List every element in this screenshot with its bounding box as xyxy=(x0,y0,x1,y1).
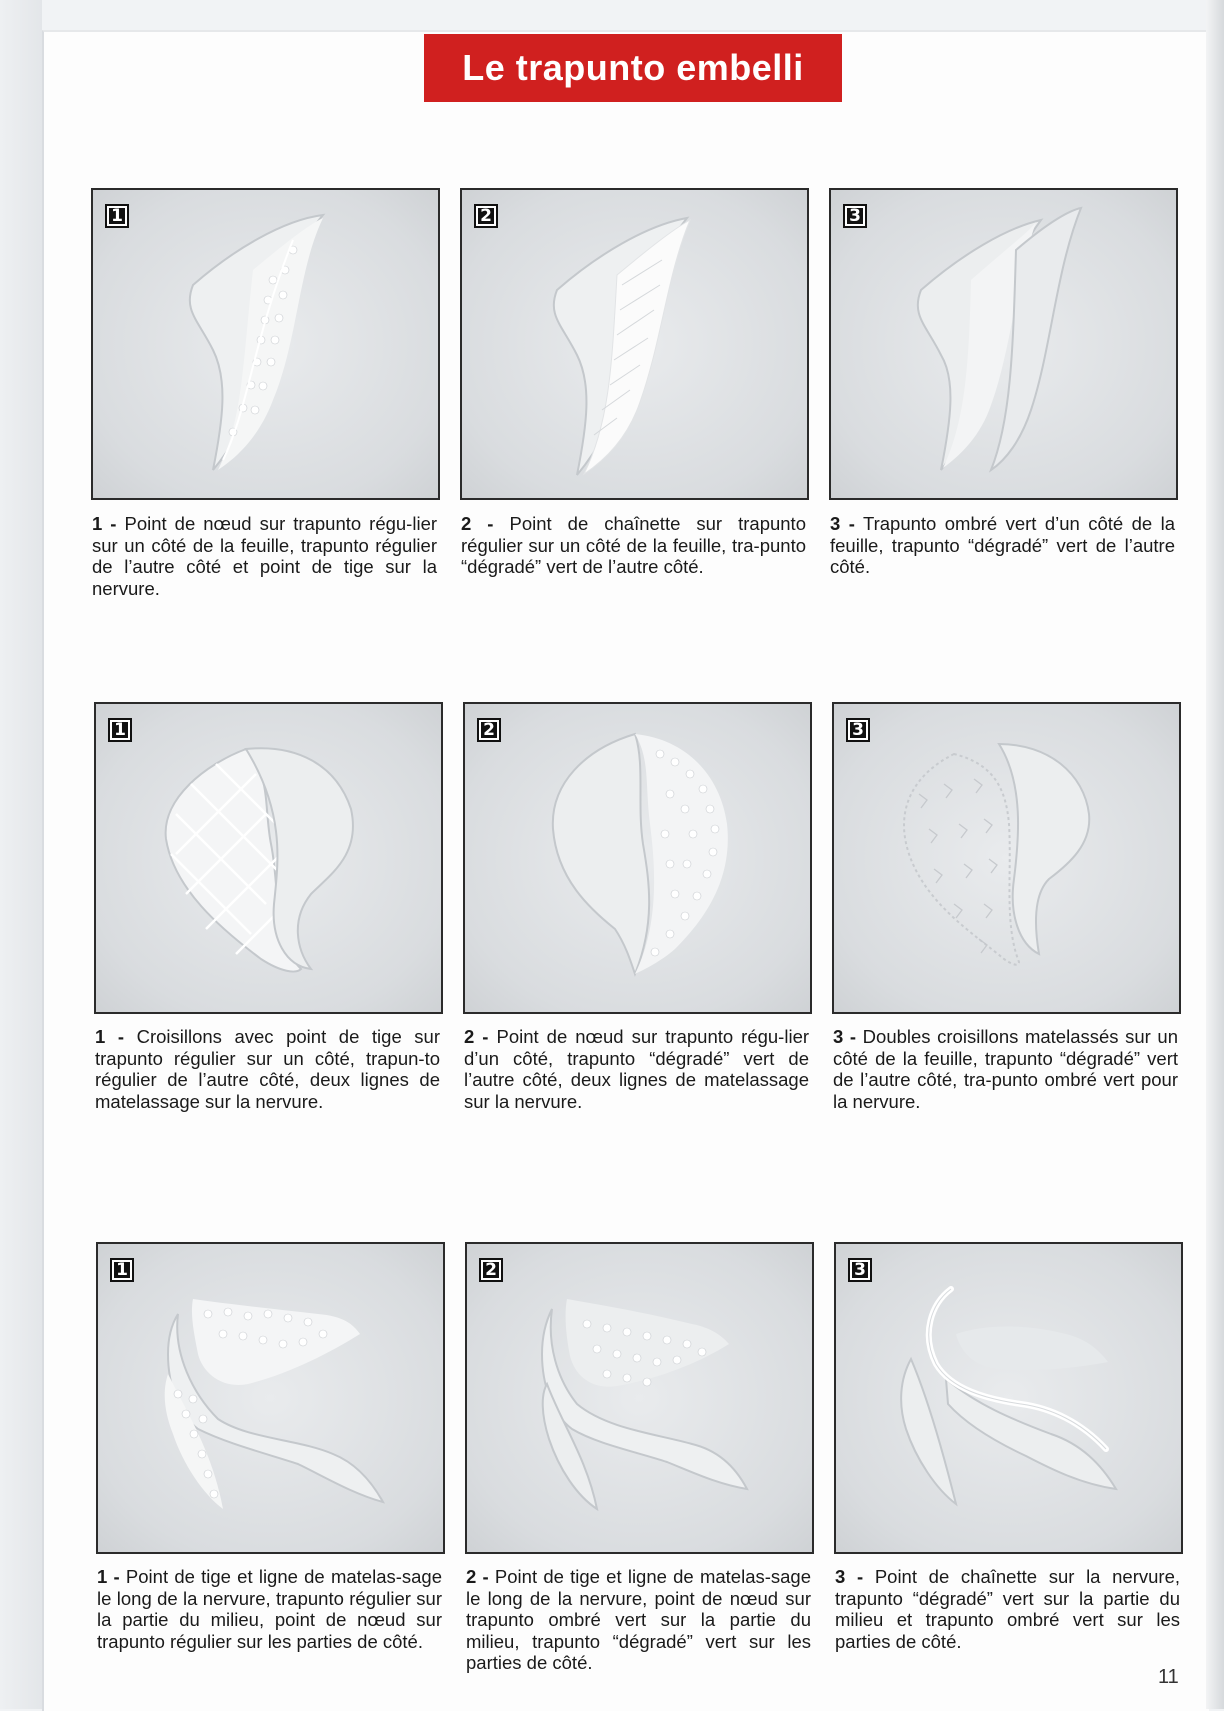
step-badge: 3 xyxy=(846,718,870,742)
step-caption xyxy=(464,1026,809,1112)
leaf-embroidery-illustration xyxy=(465,704,810,1012)
embroidery-photo-1-1 xyxy=(91,188,440,500)
embroidery-photo-3-2 xyxy=(465,1242,814,1554)
leaf-embroidery-illustration xyxy=(98,1244,443,1552)
leaf-embroidery-illustration xyxy=(836,1244,1181,1552)
step-text: Doubles croisillons matelassés sur un côté de la feuille, trapunto “dégradé” vert de l’autre côté, tra-punto ombré vert pour la nervure. xyxy=(833,1026,1179,1112)
step-badge: 1 xyxy=(108,718,132,742)
step-text: Trapunto ombré vert d’un côté de la feuille, trapunto “dégradé” vert de l’autre côté. xyxy=(830,513,1176,577)
embroidery-photo-1-3 xyxy=(829,188,1178,500)
leaf-embroidery-illustration xyxy=(834,704,1179,1012)
leaf-embroidery-illustration xyxy=(467,1244,812,1552)
step-number: 1 - xyxy=(92,513,117,534)
page-title: Le trapunto embelli xyxy=(424,34,842,102)
step-badge: 1 xyxy=(105,204,129,228)
embroidery-photo-3-3 xyxy=(834,1242,1183,1554)
step-text: Point de chaînette sur la nervure, trapunto “dégradé” vert sur la partie du milieu et trapunto ombré vert sur les parties de côté. xyxy=(835,1566,1181,1652)
step-number: 2 - xyxy=(461,513,494,534)
binding-shadow xyxy=(0,0,42,1709)
step-number: 2 - xyxy=(464,1026,489,1047)
leaf-embroidery-illustration xyxy=(462,190,807,498)
step-badge: 2 xyxy=(474,204,498,228)
step-badge: 3 xyxy=(848,1258,872,1282)
page-edge xyxy=(1206,0,1224,1709)
step-number: 1 - xyxy=(97,1566,120,1587)
step-text: Point de nœud sur trapunto régu-lier d’un côté, trapunto “dégradé” vert de l’autre côté, deux lignes de matelassage sur la nervure. xyxy=(464,1026,810,1112)
step-caption xyxy=(95,1026,440,1112)
embroidery-photo-2-2 xyxy=(463,702,812,1014)
step-text: Point de tige et ligne de matelas-sage le long de la nervure, point de nœud sur trapunto ombré vert sur la partie du milieu, trapunto “dégradé” vert sur les parties de côté. xyxy=(466,1566,812,1673)
embroidery-photo-2-1 xyxy=(94,702,443,1014)
step-caption xyxy=(92,513,437,599)
embroidery-photo-3-1 xyxy=(96,1242,445,1554)
step-text: Croisillons avec point de tige sur trapunto régulier sur un côté, trapun-to régulier de l’autre côté, deux lignes de matelassage sur la nervure. xyxy=(95,1026,441,1112)
step-badge: 2 xyxy=(479,1258,503,1282)
step-caption xyxy=(461,513,806,578)
step-caption xyxy=(833,1026,1178,1112)
step-caption xyxy=(830,513,1175,578)
step-number: 3 - xyxy=(835,1566,864,1587)
step-text: Point de chaînette sur trapunto régulier sur un côté de la feuille, tra-punto “dégradé” vert de l’autre côté. xyxy=(461,513,806,577)
step-caption xyxy=(835,1566,1180,1652)
embroidery-photo-2-3 xyxy=(832,702,1181,1014)
page-number: 11 xyxy=(1158,1666,1179,1688)
leaf-embroidery-illustration xyxy=(96,704,441,1012)
leaf-embroidery-illustration xyxy=(831,190,1176,498)
step-caption xyxy=(97,1566,442,1652)
step-badge: 1 xyxy=(110,1258,134,1282)
step-number: 2 - xyxy=(466,1566,489,1587)
leaf-embroidery-illustration xyxy=(93,190,438,498)
step-text: Point de nœud sur trapunto régu-lier sur un côté de la feuille, trapunto régulier de l’autre côté et point de tige sur la nervure. xyxy=(92,513,438,599)
step-caption xyxy=(466,1566,811,1674)
step-number: 1 - xyxy=(95,1026,125,1047)
step-number: 3 - xyxy=(833,1026,857,1047)
step-badge: 2 xyxy=(477,718,501,742)
embroidery-photo-1-2 xyxy=(460,188,809,500)
step-badge: 3 xyxy=(843,204,867,228)
step-number: 3 - xyxy=(830,513,855,534)
step-text: Point de tige et ligne de matelas-sage le long de la nervure, trapunto régulier sur la partie du milieu, point de nœud sur trapunto régulier sur les parties de côté. xyxy=(97,1566,443,1652)
